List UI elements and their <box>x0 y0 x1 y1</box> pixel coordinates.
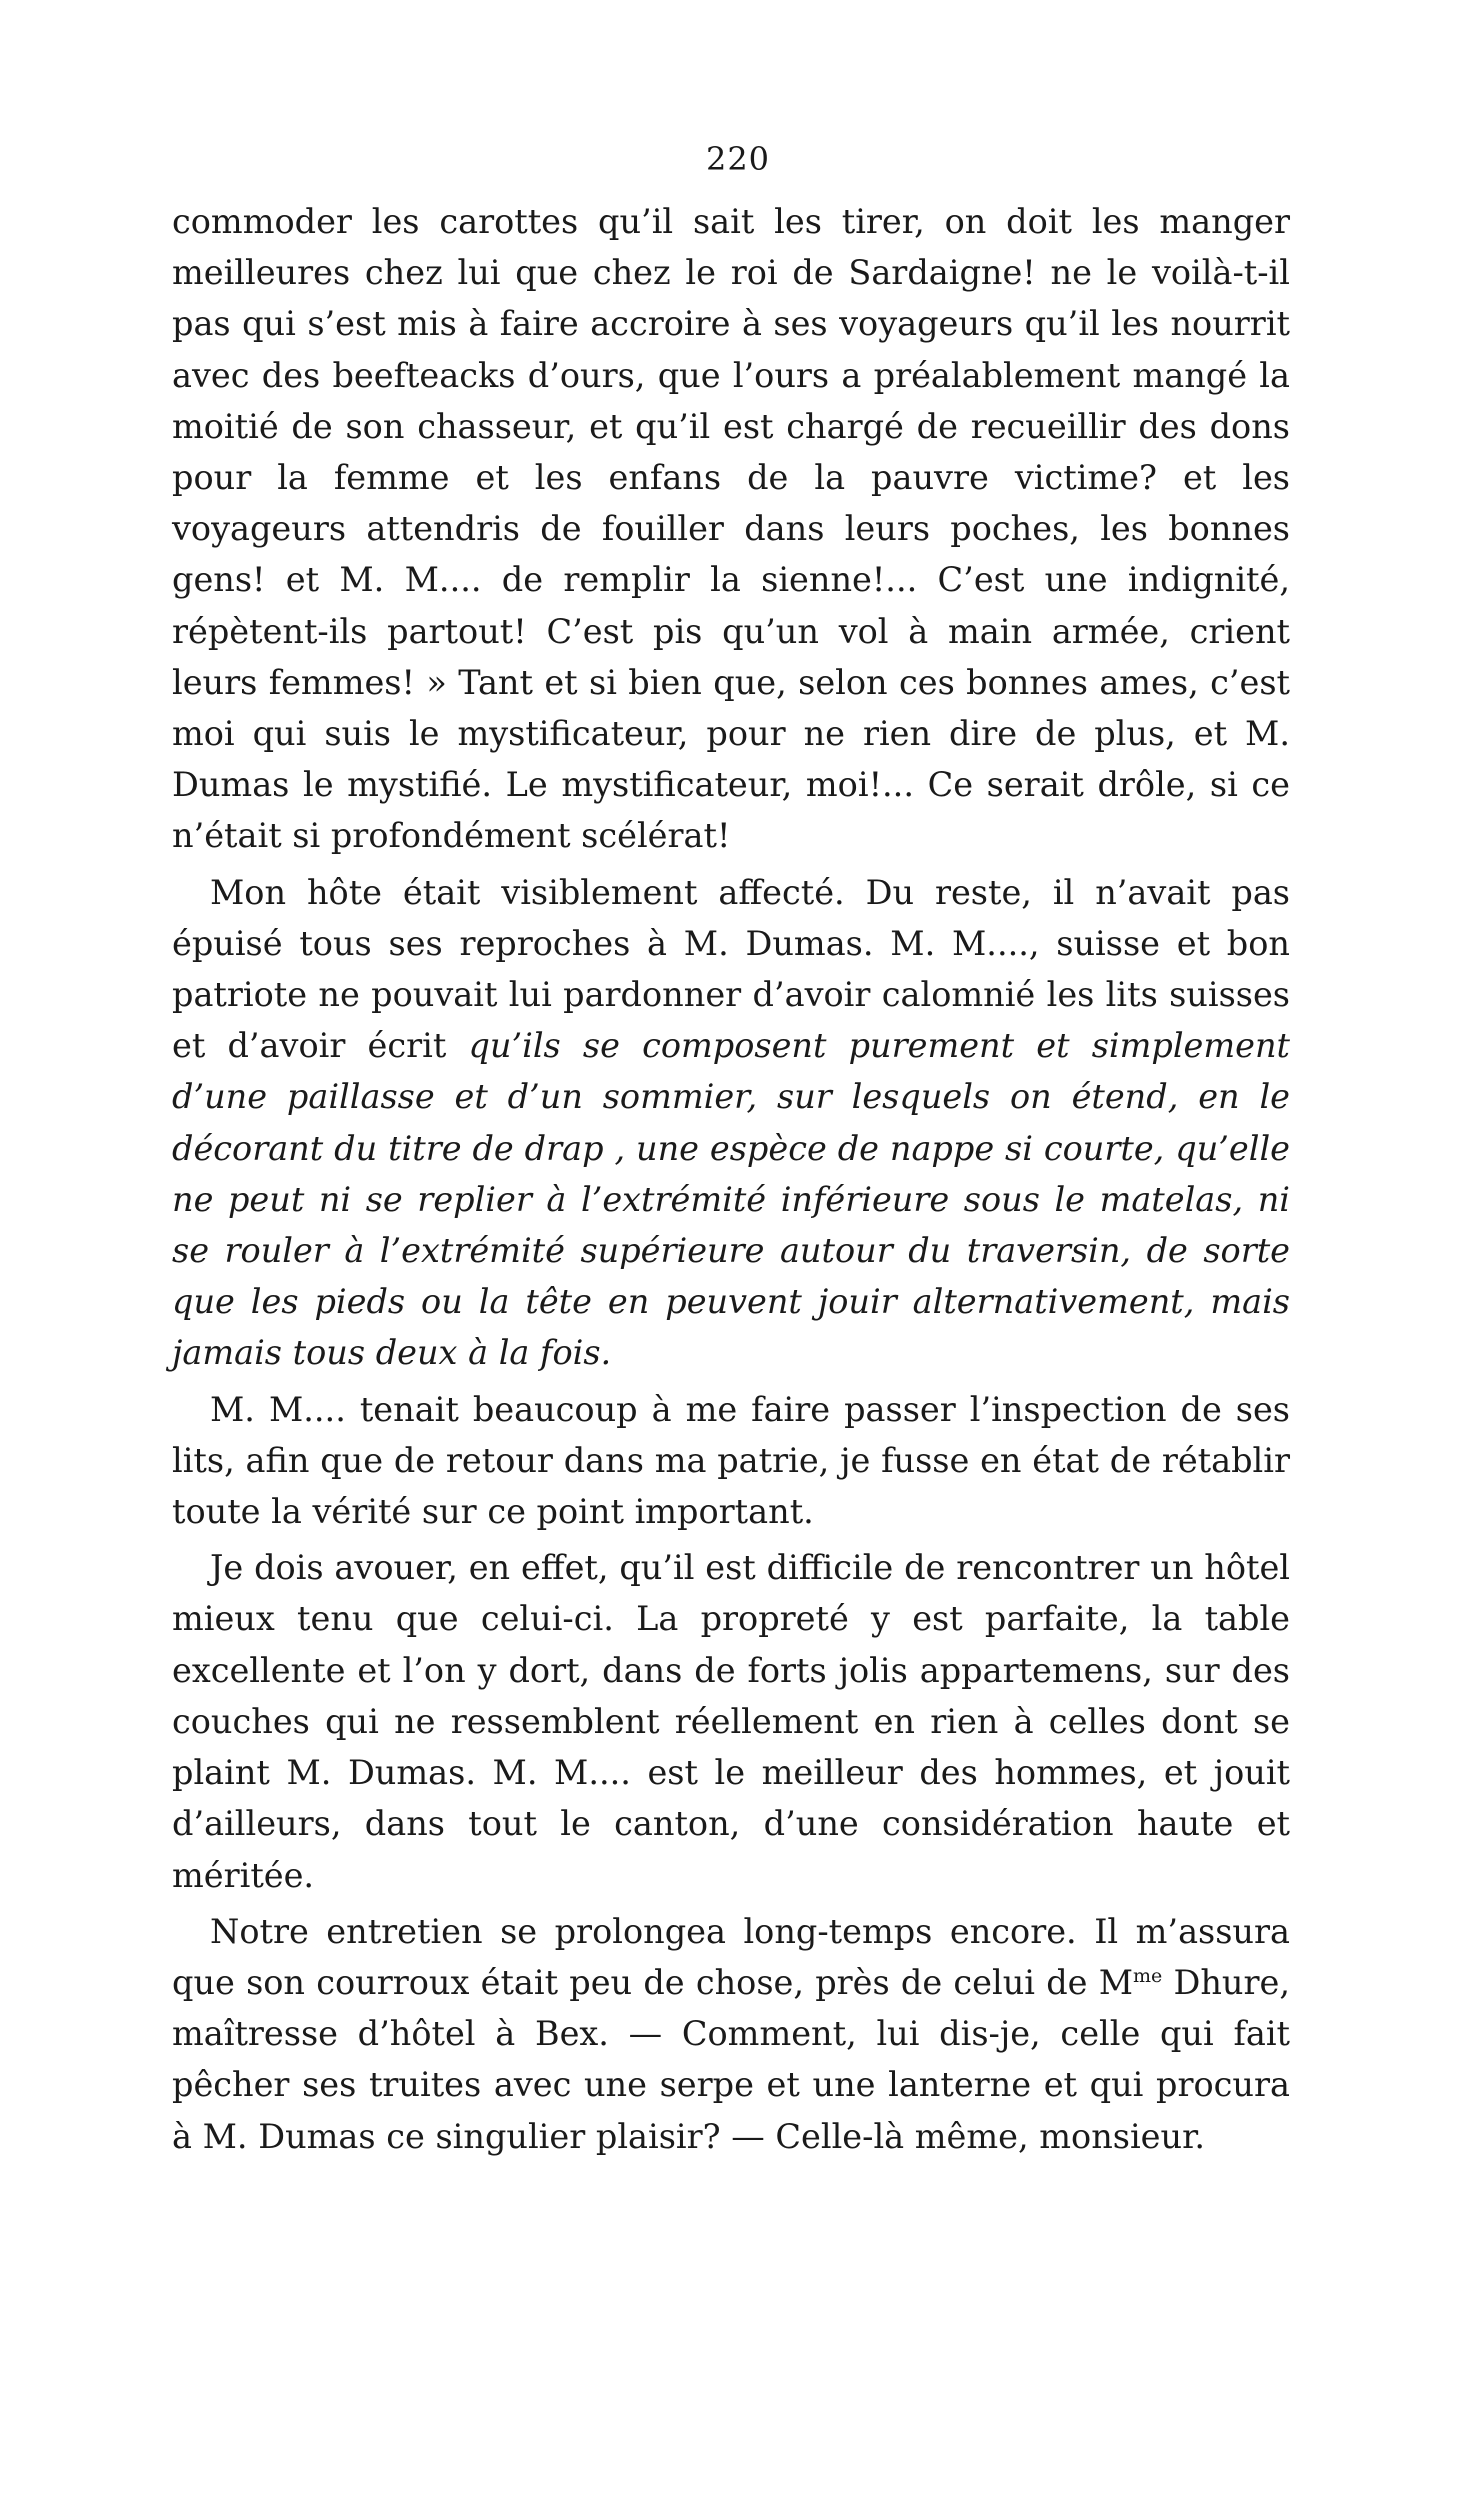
paragraph-3: M. M.... tenait beaucoup à me faire passer l’inspection de ses lits, afin que de retour dans ma patrie, je fusse en état de rétablir toute la vérité sur ce point important. <box>172 1389 1290 1532</box>
paragraph-2 <box>172 867 1290 1379</box>
paragraph-2-quotation: qu’ils se composent purement et simplement d’une paillasse et d’un sommier, sur lesquels on étend, en le décorant du titre de drap , une espèce de nappe si courte, qu’elle ne peut ni se replier à l’extrémité inférieure sous le matelas, ni se rouler à l’extrémité supérieure autour du traversin, de sorte que les pieds ou la tête en peuvent jouir alternativement, mais jamais tous deux à la fois. <box>172 1026 1290 1373</box>
body-text <box>172 196 1290 2164</box>
paragraph-1: commoder les carottes qu’il sait les tirer, on doit les manger meilleures chez lui que chez le roi de Sardaigne! ne le voilà-t-il pas qui s’est mis à faire accroire à ses voyageurs qu’il les nourrit avec des beefteacks d’ours, que l’ours a préalablement mangé la moitié de son chasseur, et qu’il est chargé de recueillir des dons pour la femme et les enfans de la pauvre victime? et les voyageurs attendris de fouiller dans leurs poches, les bonnes gens! et M. M.... de remplir la sienne!... C’est une indignité, répètent-ils partout! C’est pis qu’un vol à main armée, crient leurs femmes! » Tant et si bien que, selon ces bonnes ames, c’est moi qui suis le mystificateur, pour ne rien dire de plus, et M. Dumas le mystifié. Le mystificateur, moi!... Ce serait drôle, si ce n’était si profondément scélérat! <box>172 202 1290 856</box>
paragraph-2-text: Mon hôte était visiblement affecté. Du reste, il n’avait pas épuisé tous ses reproches à M. Dumas. M. M...., suisse et bon patriote ne pouvait lui pardonner d’avoir calomnié les lits suisses et d’avoir écrit <box>172 872 1290 1066</box>
paragraph-5-text-start: Notre entretien se prolongea long-temps encore. Il m’assura que son courroux était peu de chose, près de celui de M <box>172 1911 1290 2002</box>
paragraph-5-text-end: Dhure, maîtresse d’hôtel à Bex. — Comment, lui dis-je, celle qui fait pêcher ses truites avec une serpe et une lanterne et qui procura à M. Dumas ce singulier plaisir? — Celle-là même, monsieur. <box>172 1962 1290 2156</box>
paragraph-4: Je dois avouer, en effet, qu’il est difficile de rencontrer un hôtel mieux tenu que celui-ci. La propreté y est parfaite, la table excellente et l’on y dort, dans de forts jolis appartemens, sur des couches qui ne ressemblent réellement en rien à celles dont se plaint M. Dumas. M. M.... est le meilleur des hommes, et jouit d’ailleurs, dans tout le canton, d’une considération haute et méritée. <box>172 1548 1290 1895</box>
paragraph-5-superscript: me <box>1133 1964 1163 1987</box>
page-number: 220 <box>705 140 771 178</box>
paragraph-5 <box>172 1906 1290 2162</box>
